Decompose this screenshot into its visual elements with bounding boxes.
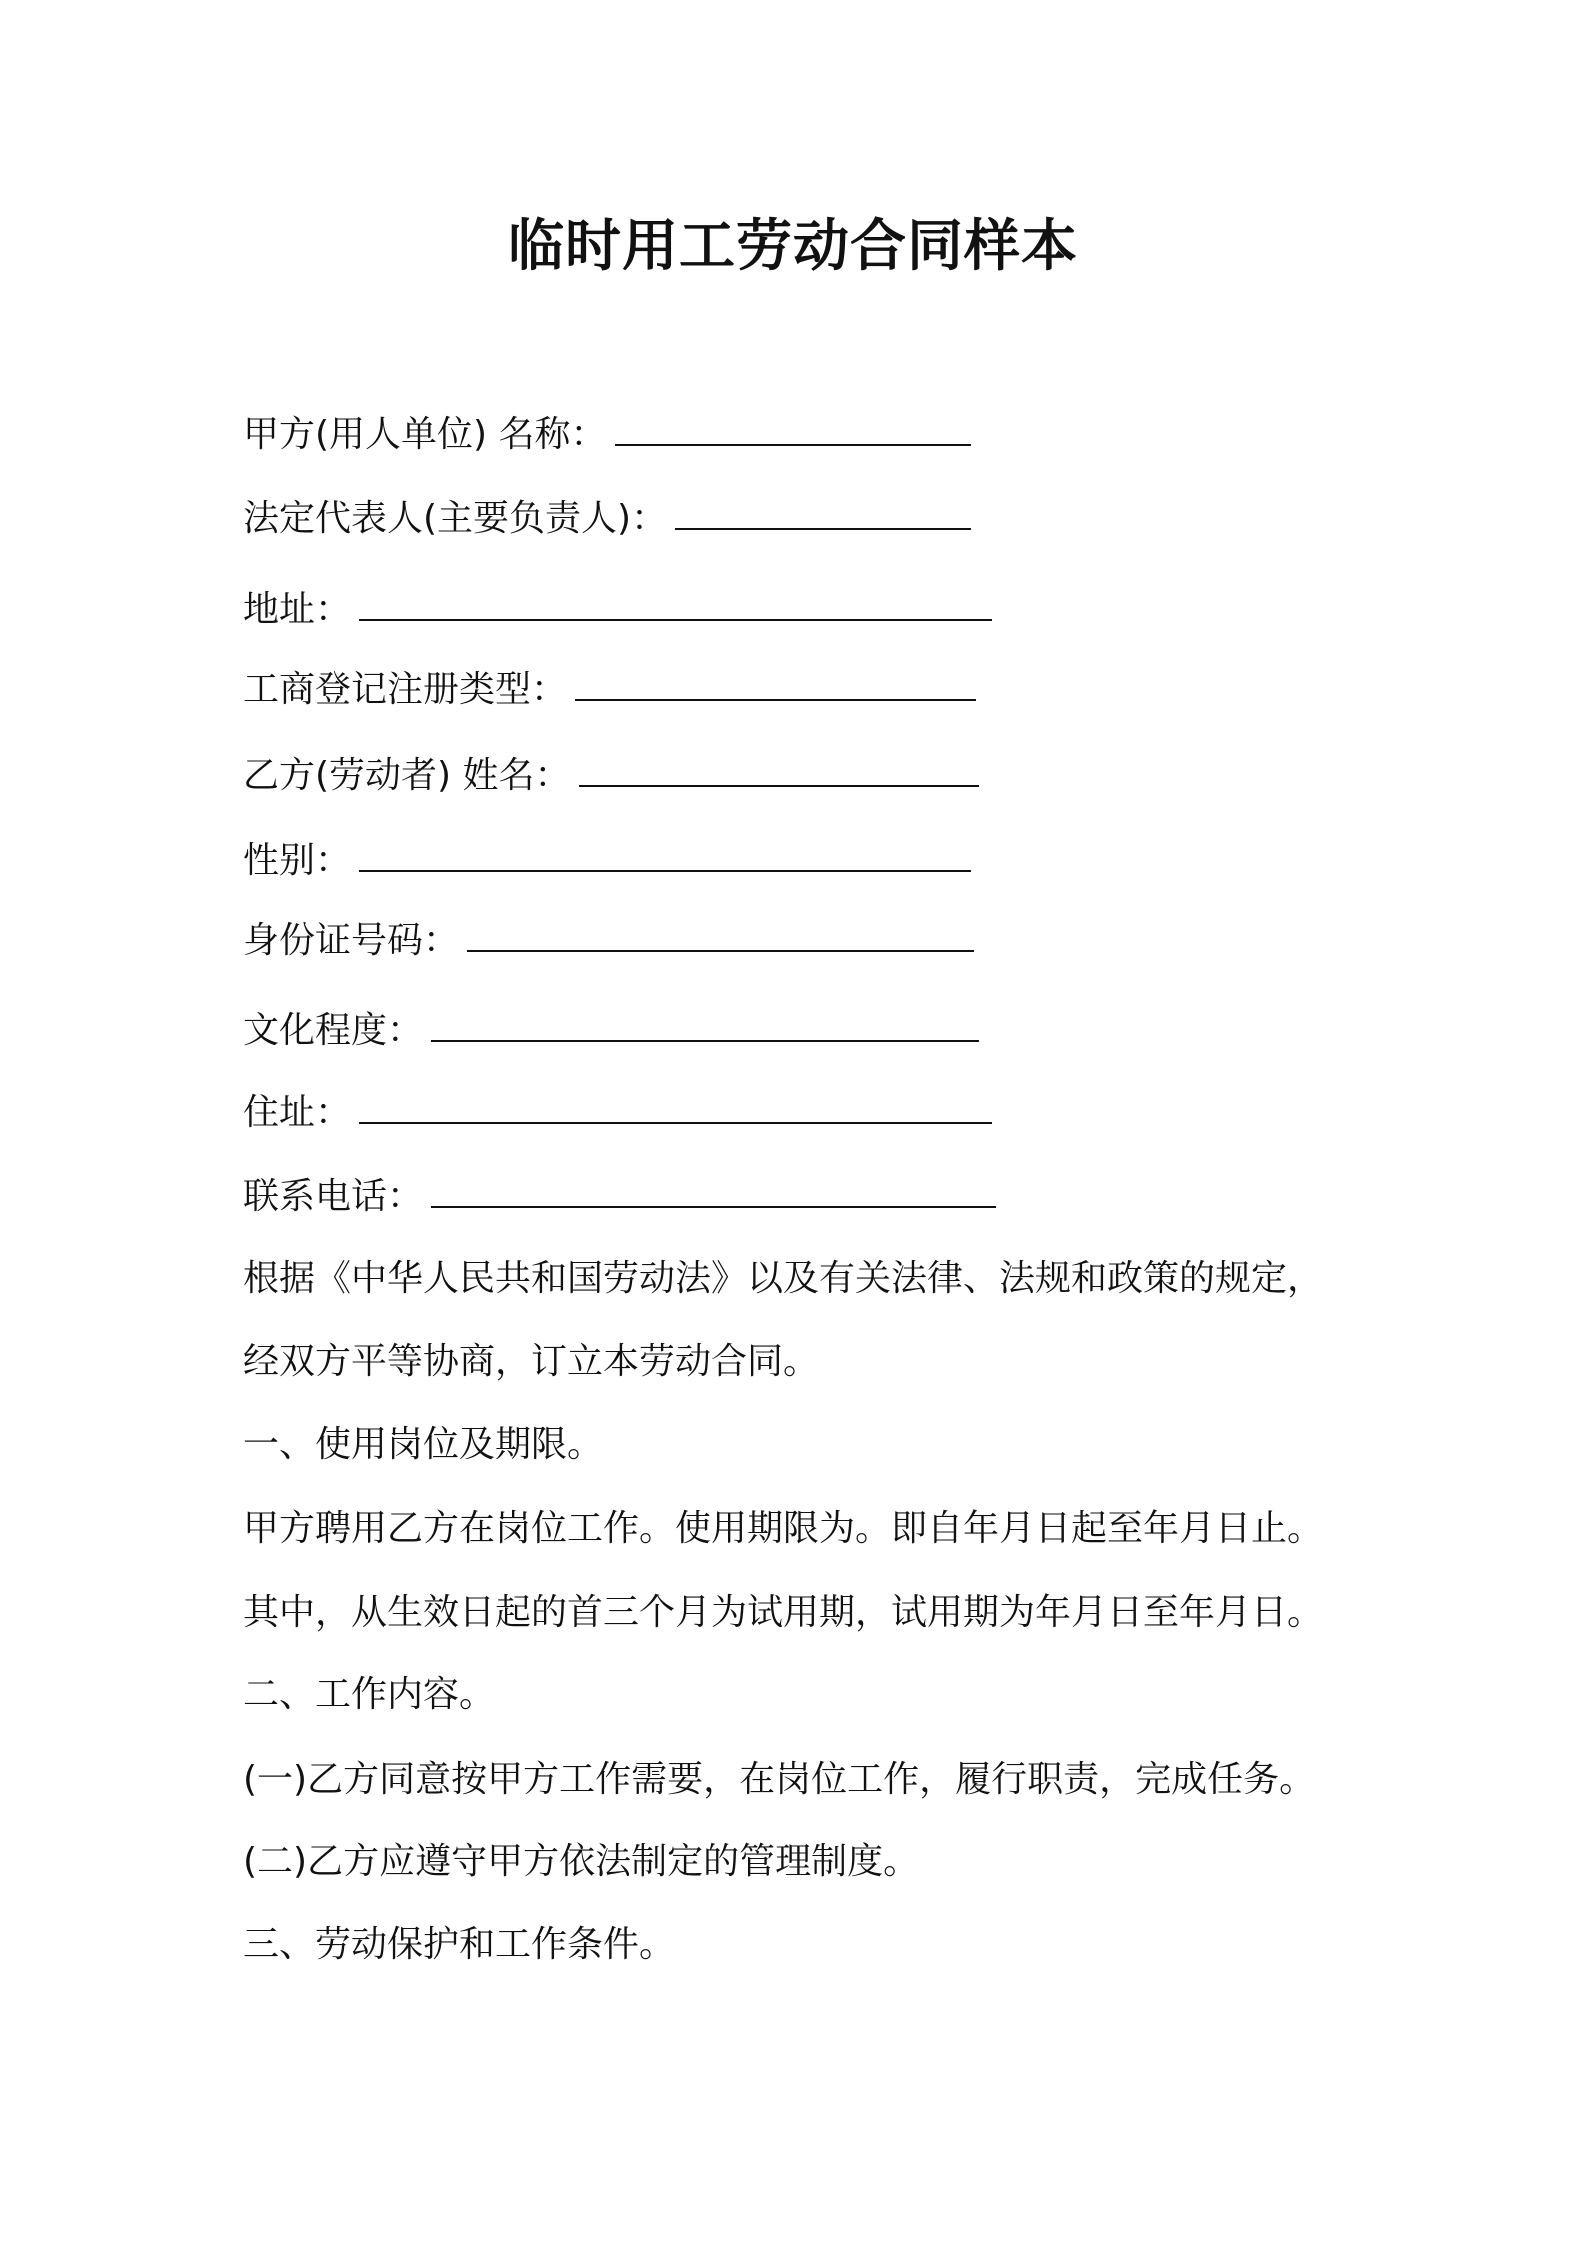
field-address [243,587,992,633]
field-label: 法定代表人(主要负责人)： [243,498,668,539]
paragraph: (二)乙方应遵守甲方依法制定的管理制度。 [243,1841,920,1882]
paragraph: (一)乙方同意按甲方工作需要，在岗位工作，履行职责，完成任务。 [243,1759,1316,1800]
blank-line [359,589,992,621]
paragraph: 经双方平等协商，订立本劳动合同。 [243,1341,820,1382]
blank-line [675,498,971,530]
blank-line [431,1176,996,1208]
field-id-number [243,918,974,964]
field-label: 地址： [243,589,352,630]
field-education [243,1008,979,1054]
field-residence [243,1090,992,1136]
field-label: 甲方(用人单位) 名称： [243,414,607,455]
blank-line [579,755,979,787]
field-party-b-name [243,753,979,799]
blank-line [359,1092,992,1124]
field-label: 联系电话： [243,1176,424,1217]
blank-line [467,920,974,952]
field-label: 乙方(劳动者) 姓名： [243,755,571,796]
document-title: 临时用工劳动合同样本 [508,214,1078,279]
field-party-a-name [243,412,971,458]
field-registration-type [243,667,976,713]
section-heading: 二、工作内容。 [243,1674,496,1715]
paragraph: 根据《中华人民共和国劳动法》以及有关法律、法规和政策的规定， [243,1258,1324,1299]
blank-line [615,414,971,446]
blank-line [431,1010,979,1042]
paragraph: 甲方聘用乙方在岗位工作。使用期限为。即自年月日起至年月日止。 [243,1508,1324,1549]
section-heading: 一、使用岗位及期限。 [243,1424,604,1465]
field-label: 住址： [243,1092,352,1133]
blank-line [359,840,971,872]
field-label: 工商登记注册类型： [243,669,568,710]
field-phone [243,1174,996,1220]
section-heading: 三、劳动保护和工作条件。 [243,1924,676,1965]
field-gender [243,838,971,884]
field-label: 身份证号码： [243,920,460,961]
blank-line [575,669,976,701]
field-legal-representative [243,496,971,542]
paragraph: 其中，从生效日起的首三个月为试用期，试用期为年月日至年月日。 [243,1592,1324,1633]
field-label: 性别： [243,840,352,881]
field-label: 文化程度： [243,1010,424,1051]
